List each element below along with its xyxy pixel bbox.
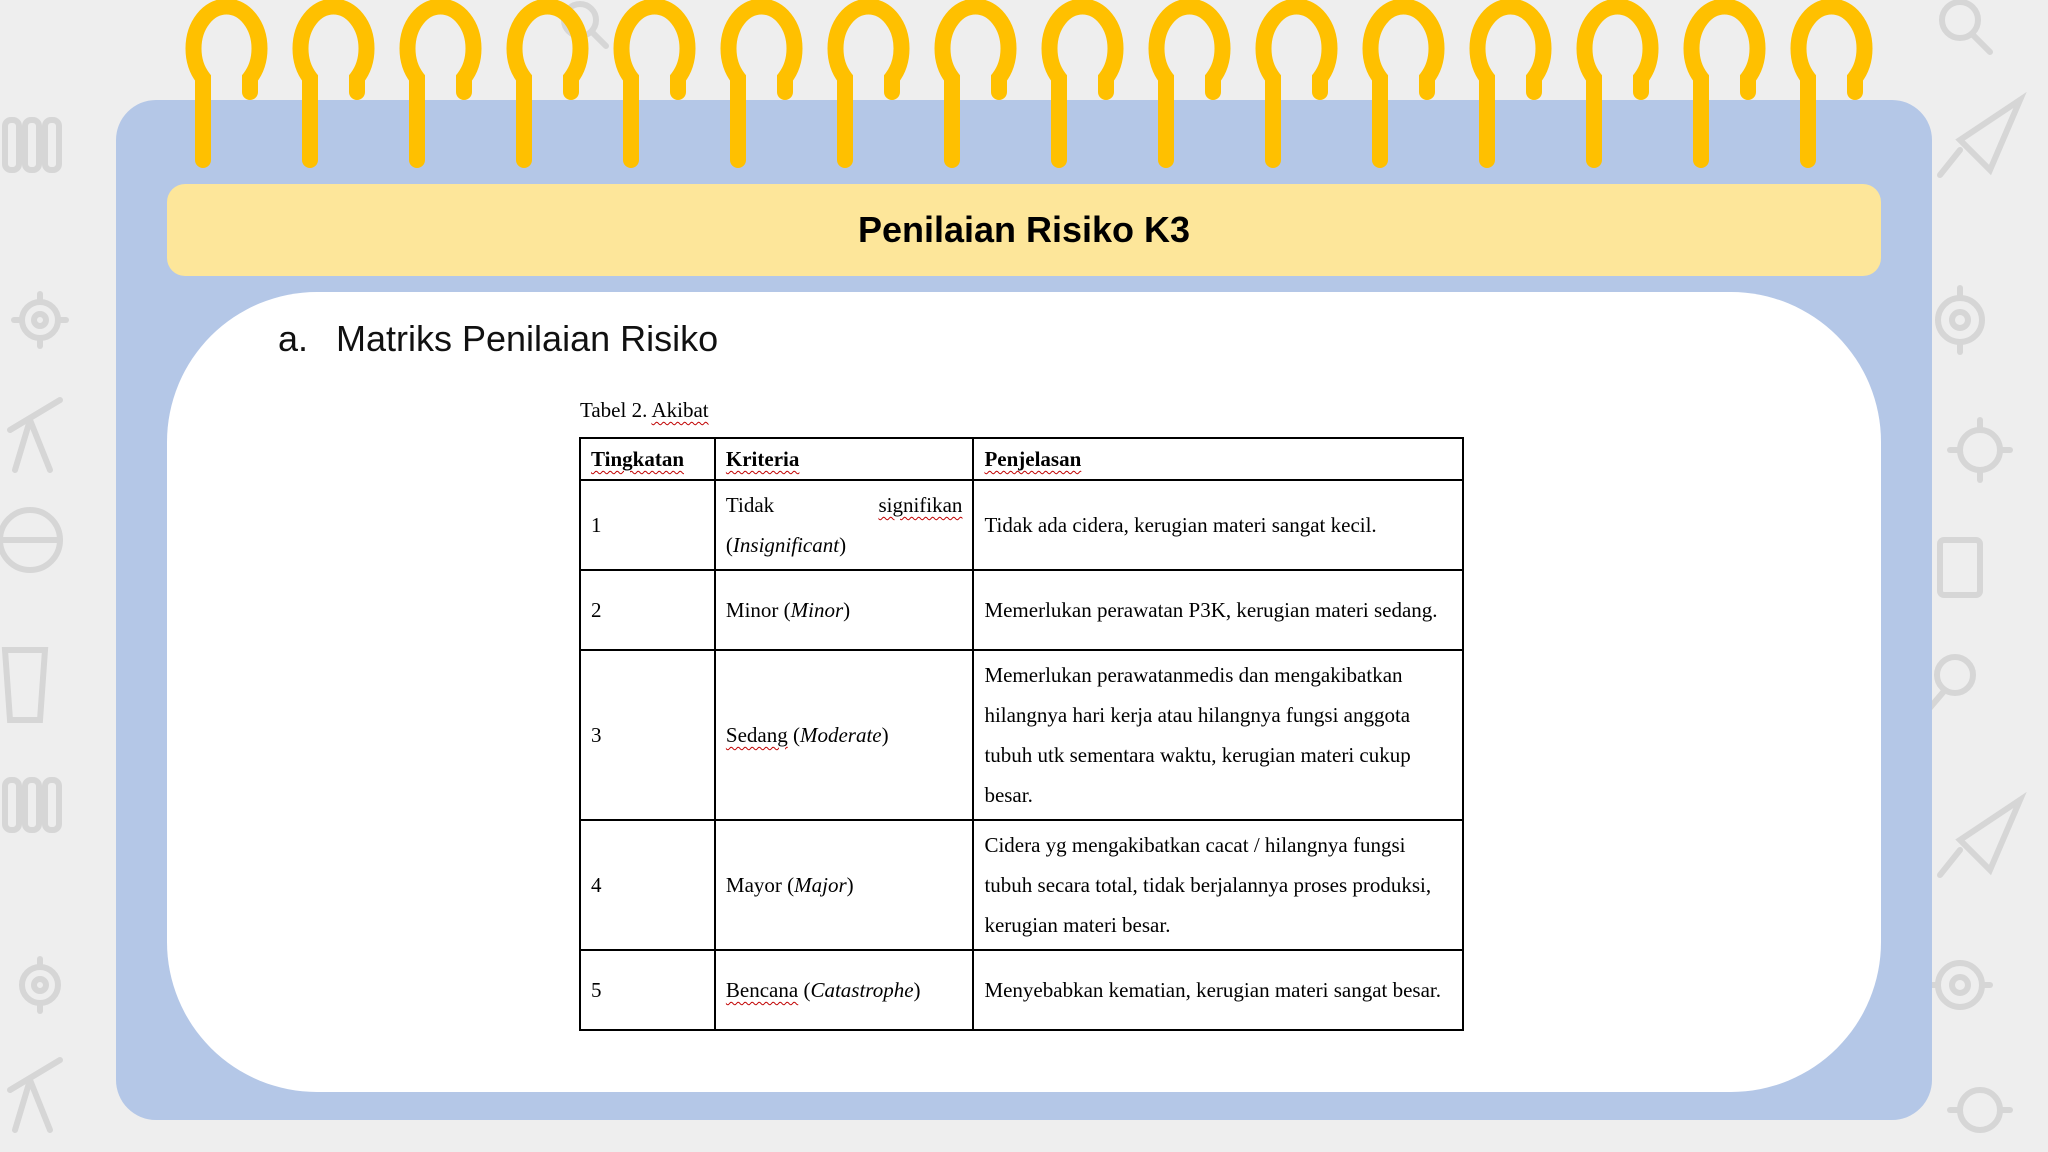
cell-criteria: Mayor (Major) <box>715 820 974 950</box>
table-row <box>580 570 1463 650</box>
cell-criteria: Minor (Minor) <box>715 570 974 650</box>
gear-icon <box>22 959 58 1011</box>
cell-criteria: Sedang (Moderate) <box>715 650 974 820</box>
table-row <box>580 820 1463 950</box>
section-title: Matriks Penilaian Risiko <box>336 318 719 359</box>
gear-icon <box>1938 288 1982 352</box>
telescope-icon <box>10 400 60 470</box>
cell-description: Memerlukan perawatanmedis dan mengakibatkan hilangnya hari kerja atau hilangnya fungsi anggota tubuh utk sementara waktu, kerugian materi cukup besar. <box>973 650 1463 820</box>
header-kriteria: Kriteria <box>715 438 974 480</box>
telescope-icon <box>10 1060 60 1130</box>
gear-icon <box>14 294 66 346</box>
cell-criteria: Tidak signifikan (Insignificant) <box>715 480 974 570</box>
caption-prefix: Tabel 2. <box>580 398 648 422</box>
slide-title: Penilaian Risiko K3 <box>857 209 1191 250</box>
cell-level: 4 <box>580 820 715 950</box>
table-header-row <box>580 438 1463 480</box>
pencil-sharpener-icon <box>1940 540 1980 595</box>
cell-level: 5 <box>580 950 715 1030</box>
beaker-icon <box>5 650 45 720</box>
cell-level: 2 <box>580 570 715 650</box>
cell-description: Memerlukan perawatan P3K, kerugian materi sedang. <box>973 570 1463 650</box>
cell-description: Cidera yg mengakibatkan cacat / hilangnya fungsi tubuh secara total, tidak berjalannya proses produksi, kerugian materi besar. <box>973 820 1463 950</box>
cell-description: Menyebabkan kematian, kerugian materi sangat besar. <box>973 950 1463 1030</box>
table-row <box>580 650 1463 820</box>
rocket-icon <box>1940 100 2020 175</box>
caption-word: Akibat <box>651 398 709 422</box>
cell-level: 1 <box>580 480 715 570</box>
gear-icon <box>1930 963 1990 1007</box>
test-tubes-icon <box>5 120 59 170</box>
rocket-icon <box>1940 800 2020 875</box>
table-caption <box>580 398 709 423</box>
magnifier-icon <box>1942 2 1990 52</box>
test-tubes-icon <box>5 780 59 830</box>
section-marker: a. <box>278 318 309 359</box>
section-heading <box>278 318 718 360</box>
virus-icon <box>1950 1090 2010 1130</box>
magnifier-icon <box>1928 657 1973 710</box>
header-penjelasan: Penjelasan <box>973 438 1463 480</box>
title-bar <box>167 184 1881 276</box>
virus-icon <box>1950 420 2010 480</box>
cell-criteria: Bencana (Catastrophe) <box>715 950 974 1030</box>
cell-level: 3 <box>580 650 715 820</box>
magnifier-icon <box>564 4 606 46</box>
table-row <box>580 480 1463 570</box>
header-tingkatan: Tingkatan <box>580 438 715 480</box>
cell-description: Tidak ada cidera, kerugian materi sangat kecil. <box>973 480 1463 570</box>
globe-icon <box>0 510 60 570</box>
consequence-table <box>579 437 1464 1031</box>
table-row <box>580 950 1463 1030</box>
